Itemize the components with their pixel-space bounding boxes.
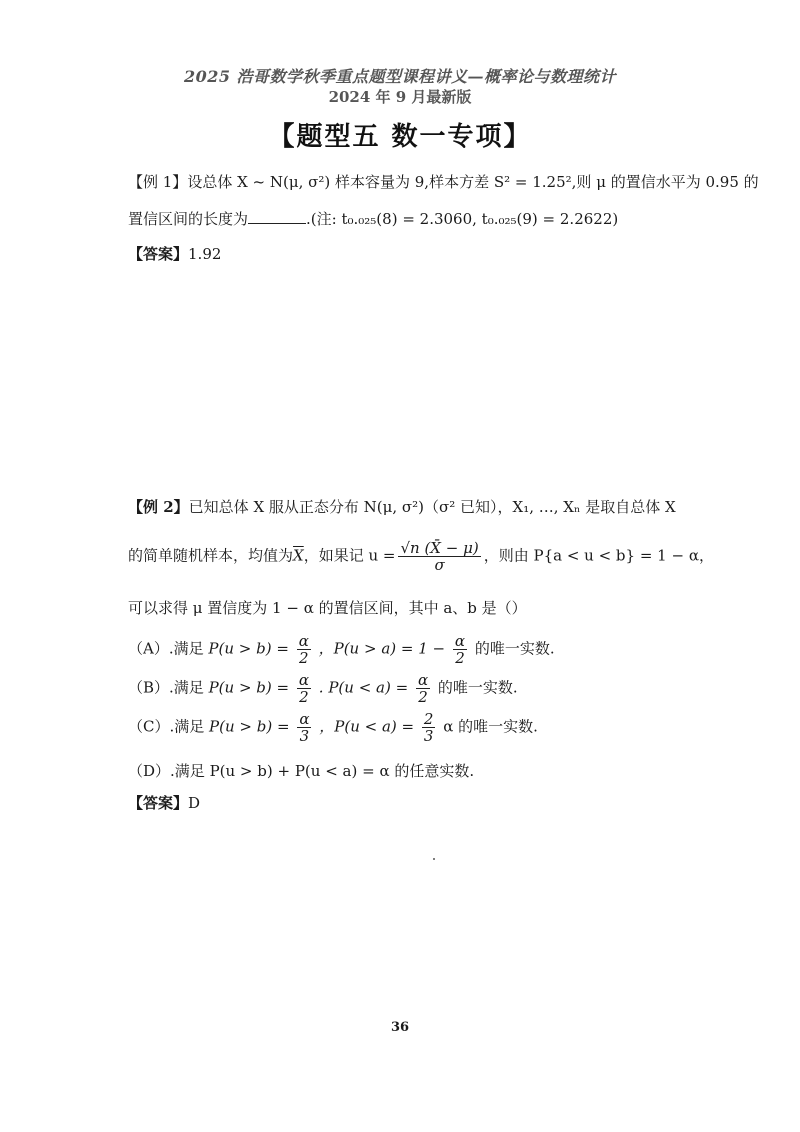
example-1-label: 【例 1】 bbox=[128, 173, 188, 191]
option-a-mid: ，P(u > a) = 1 − bbox=[318, 639, 446, 658]
example-2-answer-label: 【答案】 bbox=[128, 794, 189, 812]
option-c bbox=[128, 711, 538, 744]
example-1-text-a: 设总体 X ~ N(μ, σ²) 样本容量为 9,样本方差 S² = 1.25²,则 μ 的置信水平为 0.95 的 bbox=[187, 173, 759, 191]
scan-speck bbox=[433, 858, 435, 860]
option-b-label: （B）.满足 bbox=[128, 678, 204, 697]
example-2-label: 【例 2】 bbox=[128, 498, 189, 516]
example-1-answer-label: 【答案】 bbox=[128, 245, 189, 263]
u-fraction-numerator: √n (X̄ − μ) bbox=[400, 539, 479, 557]
option-a-frac-2 bbox=[453, 633, 467, 666]
example-2-answer-value: D bbox=[188, 794, 201, 812]
example-1-line-2 bbox=[128, 208, 618, 229]
option-a-tail: 的唯一实数. bbox=[474, 639, 555, 658]
sample-mean-symbol: $\overline{X}$ bbox=[293, 546, 304, 565]
option-b-tail: 的唯一实数. bbox=[437, 678, 518, 697]
option-b-frac-1-den: 2 bbox=[299, 688, 309, 706]
example-2-line-3: 可以求得 μ 置信度为 1 − α 的置信区间，其中 a、b 是（） bbox=[128, 599, 527, 617]
example-2-answer bbox=[128, 792, 200, 813]
document-header: 2025 浩哥数学秋季重点题型课程讲义—概率论与数理统计 bbox=[183, 67, 617, 86]
example-2-text-2-post: ，则由 P{a < u < b} = 1 − α， bbox=[483, 546, 714, 565]
option-c-frac-1-num: α bbox=[299, 710, 310, 728]
document-date: 2024 年 9 月最新版 bbox=[328, 88, 472, 106]
option-c-frac-2 bbox=[422, 711, 436, 744]
example-2-line-2 bbox=[128, 540, 714, 573]
example-2-text-2-pre: 的简单随机样本，均值为 bbox=[128, 546, 294, 565]
option-a-frac-1 bbox=[297, 633, 311, 666]
example-1-answer bbox=[128, 243, 221, 264]
option-c-p1: P(u > b) = bbox=[209, 717, 290, 736]
option-b-frac-1-num: α bbox=[298, 671, 310, 689]
option-b-frac-2-num: α bbox=[417, 671, 429, 689]
option-c-frac-2-den: 3 bbox=[423, 727, 434, 745]
option-a-label: （A）.满足 bbox=[128, 639, 204, 658]
option-b bbox=[128, 672, 518, 705]
option-b-frac-2-den: 2 bbox=[418, 688, 428, 706]
option-a-frac-2-den: 2 bbox=[455, 649, 465, 667]
option-b-p1: P(u > b) = bbox=[208, 678, 290, 697]
example-2-text-1: 已知总体 X 服从正态分布 N(μ, σ²)（σ² 已知），X₁, …, Xₙ 是取自总体 X bbox=[188, 498, 676, 516]
answer-blank bbox=[248, 209, 306, 224]
example-2-text-2-mid: ，如果记 u = bbox=[303, 546, 396, 565]
option-c-frac-2-num: 2 bbox=[423, 710, 434, 728]
option-c-frac-1-den: 3 bbox=[299, 727, 310, 745]
option-a-p1: P(u > b) = bbox=[208, 639, 289, 658]
option-b-mid: . P(u < a) = bbox=[318, 678, 409, 697]
option-c-tail: α 的唯一实数. bbox=[443, 717, 538, 736]
u-fraction-denominator: σ bbox=[434, 556, 445, 574]
option-c-label: （C）.满足 bbox=[128, 717, 205, 736]
option-a-frac-1-den: 2 bbox=[298, 649, 309, 667]
section-title: 【题型五 数一专项】 bbox=[268, 122, 532, 152]
page-number: 36 bbox=[390, 1020, 410, 1035]
option-c-frac-1 bbox=[297, 711, 311, 744]
option-a-frac-1-num: α bbox=[298, 632, 309, 650]
option-b-frac-1 bbox=[297, 672, 311, 705]
option-a bbox=[128, 633, 555, 666]
option-c-mid: ，P(u < a) = bbox=[319, 717, 415, 736]
u-fraction bbox=[398, 540, 480, 573]
example-1-text-b-pre: 置信区间的长度为 bbox=[128, 210, 249, 228]
option-a-frac-2-num: α bbox=[454, 632, 466, 650]
example-1-line-1 bbox=[128, 171, 759, 192]
example-1-answer-value: 1.92 bbox=[188, 245, 222, 263]
option-d: （D）.满足 P(u > b) + P(u < a) = α 的任意实数. bbox=[128, 762, 475, 780]
example-2-line-1 bbox=[128, 496, 676, 517]
example-1-text-b-post: .(注: t₀.₀₂₅(8) = 2.3060, t₀.₀₂₅(9) = 2.2622) bbox=[306, 210, 619, 228]
option-b-frac-2 bbox=[416, 672, 430, 705]
